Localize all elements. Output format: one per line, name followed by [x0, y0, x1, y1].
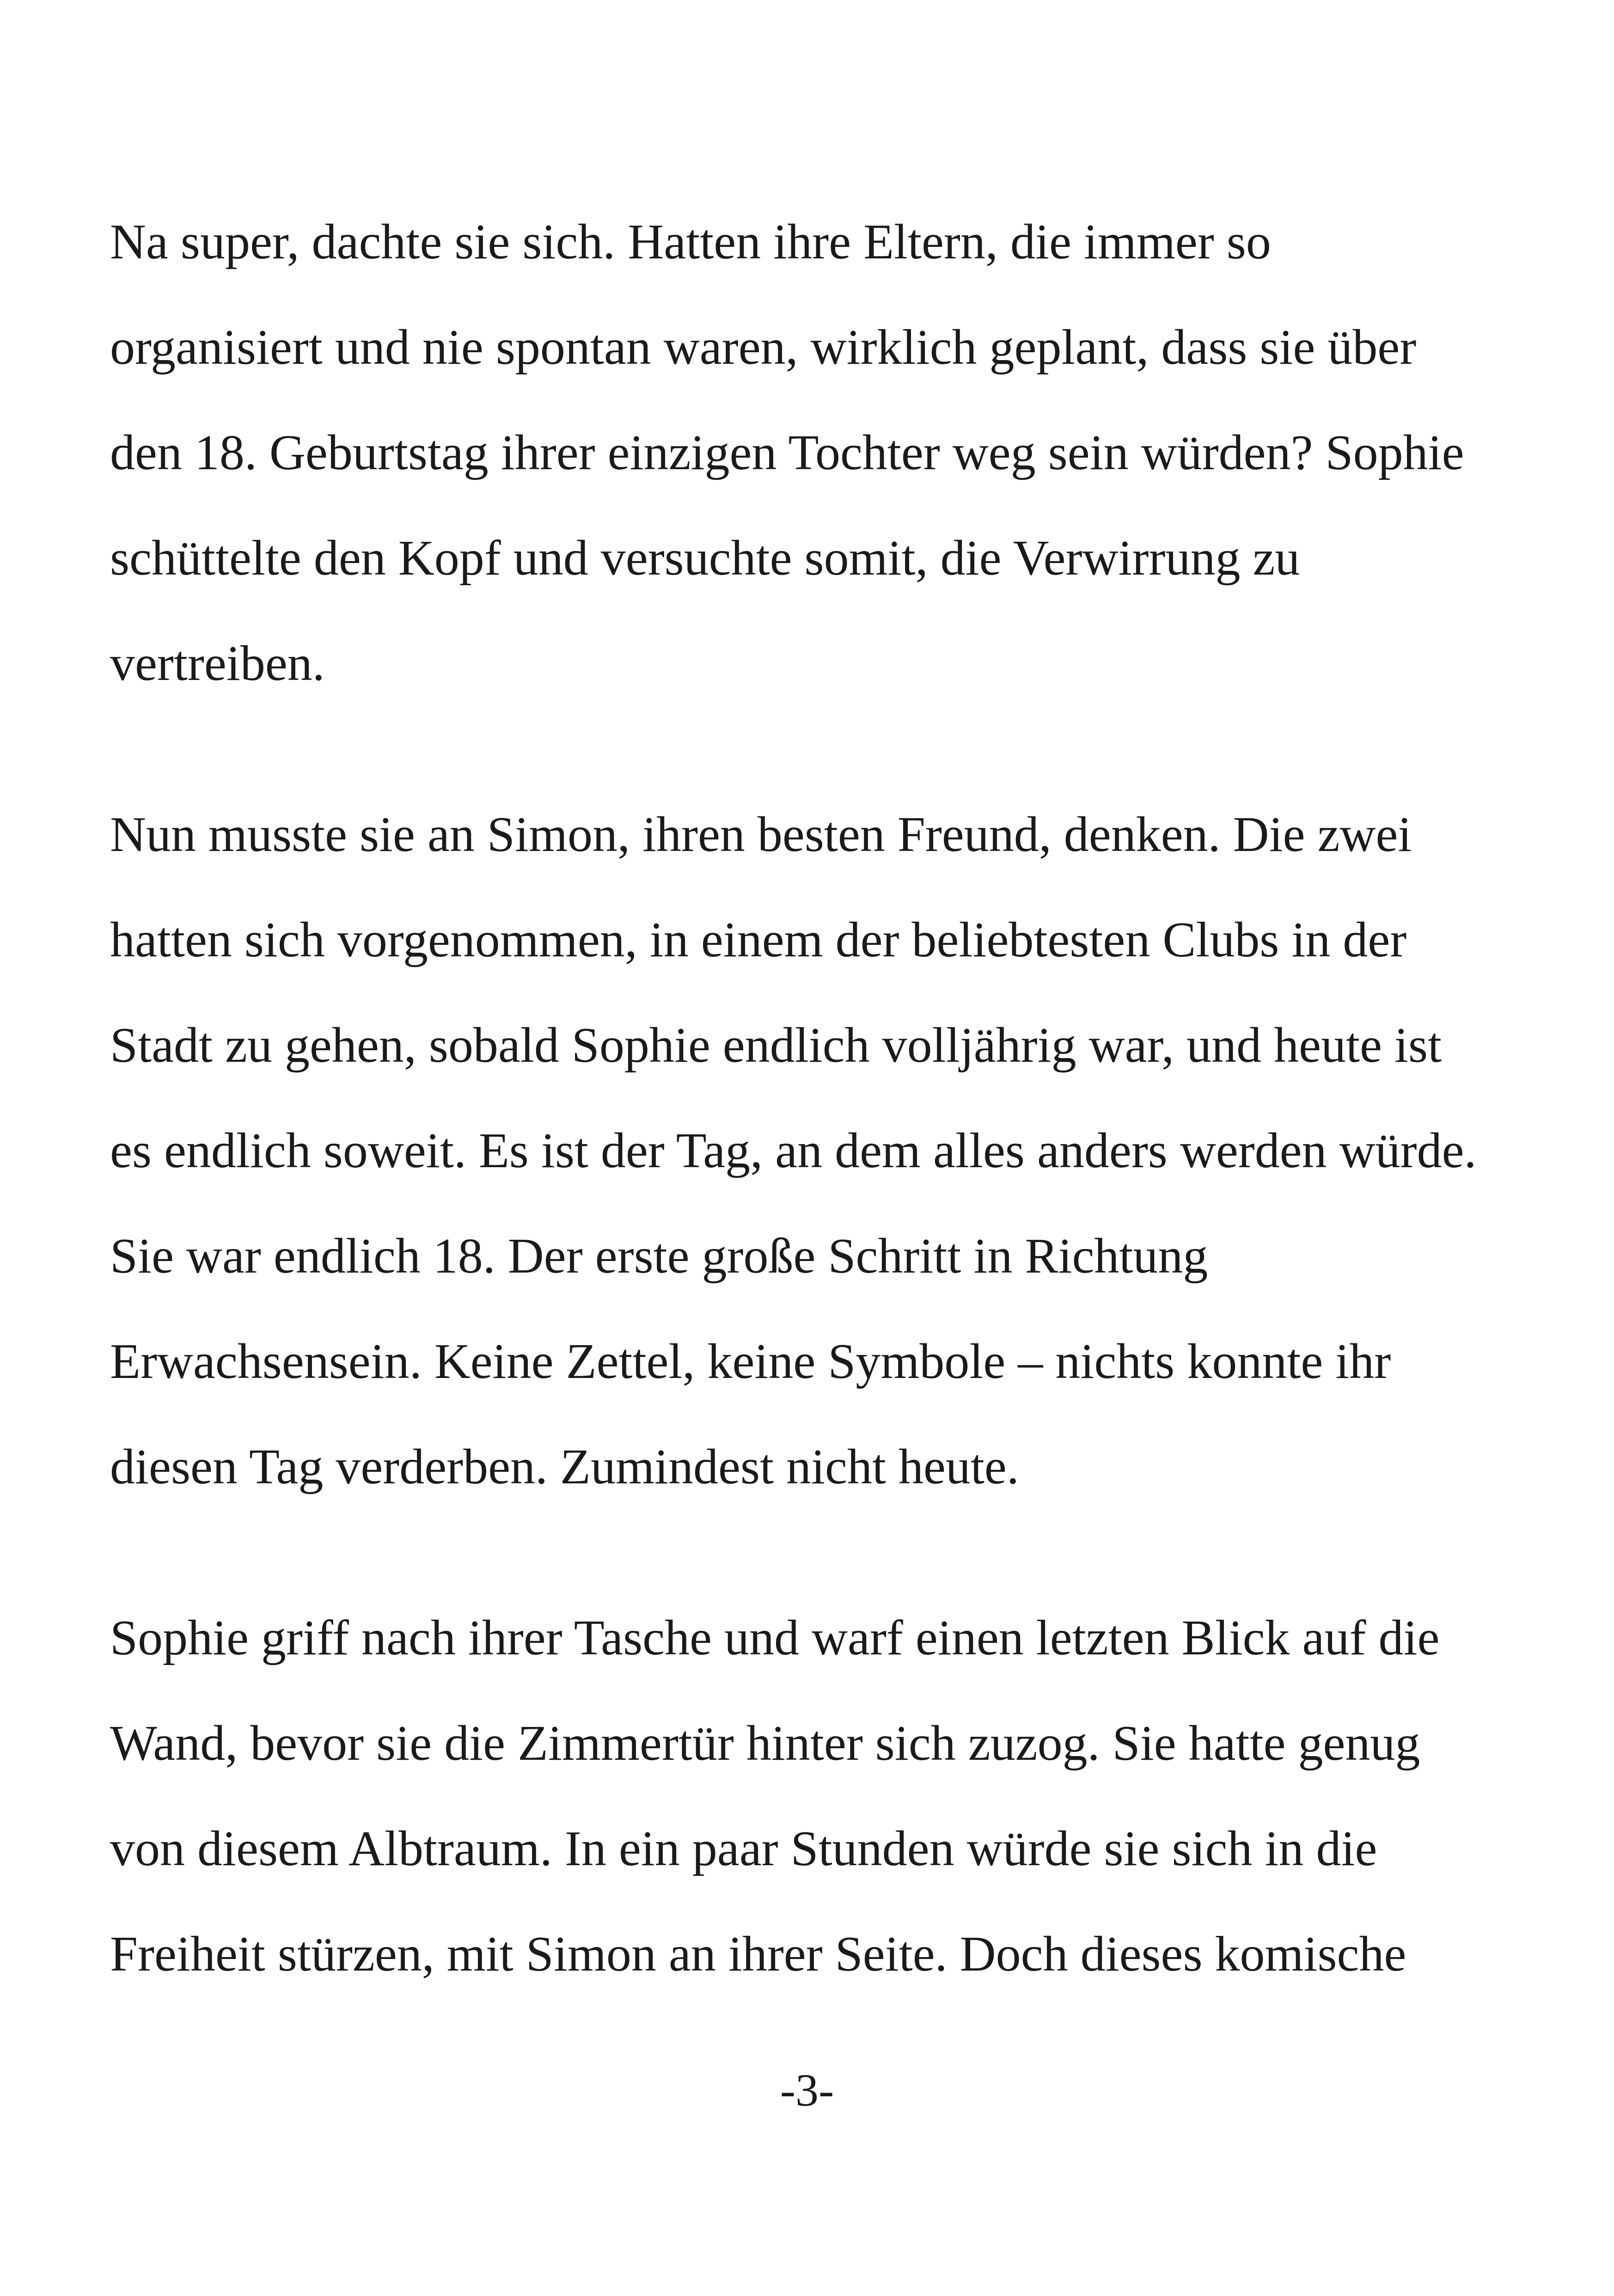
paragraph-gap: [110, 1520, 1524, 1586]
text-line: Nun musste sie an Simon, ihren besten Freund, denken. Die zwei: [110, 807, 1412, 862]
text-line: Sophie griff nach ihrer Tasche und warf einen letzten Blick auf die: [110, 1610, 1440, 1665]
text-line: diesen Tag verderben. Zumindest nicht heute.: [110, 1439, 1019, 1494]
text-line: den 18. Geburtstag ihrer einzigen Tochter weg sein würden? Sophie: [110, 425, 1464, 480]
text-line: Wand, bevor sie die Zimmertür hinter sich zuzog. Sie hatte genug: [110, 1716, 1420, 1771]
text-line: organisiert und nie spontan waren, wirklich geplant, dass sie über: [110, 320, 1417, 375]
paragraph-2: [110, 782, 1524, 1520]
paragraph-3: [110, 1586, 1524, 2007]
text-line: Freiheit stürzen, mit Simon an ihrer Seite. Doch dieses komische: [110, 1927, 1406, 1982]
text-line: Stadt zu gehen, sobald Sophie endlich volljährig war, und heute ist: [110, 1018, 1442, 1073]
page-number: -3-: [780, 2064, 834, 2116]
paragraph-gap: [110, 716, 1524, 782]
paragraph-1: [110, 190, 1524, 716]
text-line: Na super, dachte sie sich. Hatten ihre Eltern, die immer so: [110, 214, 1271, 269]
text-line: schüttelte den Kopf und versuchte somit, die Verwirrung zu: [110, 531, 1300, 586]
text-line: Sie war endlich 18. Der erste große Schritt in Richtung: [110, 1229, 1208, 1284]
text-line: hatten sich vorgenommen, in einem der beliebtesten Clubs in der: [110, 912, 1407, 967]
text-line: von diesem Albtraum. In ein paar Stunden würde sie sich in die: [110, 1821, 1377, 1876]
body-text: [110, 190, 1524, 2007]
text-line: Erwachsensein. Keine Zettel, keine Symbole – nichts konnte ihr: [110, 1334, 1391, 1389]
text-line: es endlich soweit. Es ist der Tag, an dem alles anders werden würde.: [110, 1123, 1477, 1178]
text-line: vertreiben.: [110, 636, 325, 691]
